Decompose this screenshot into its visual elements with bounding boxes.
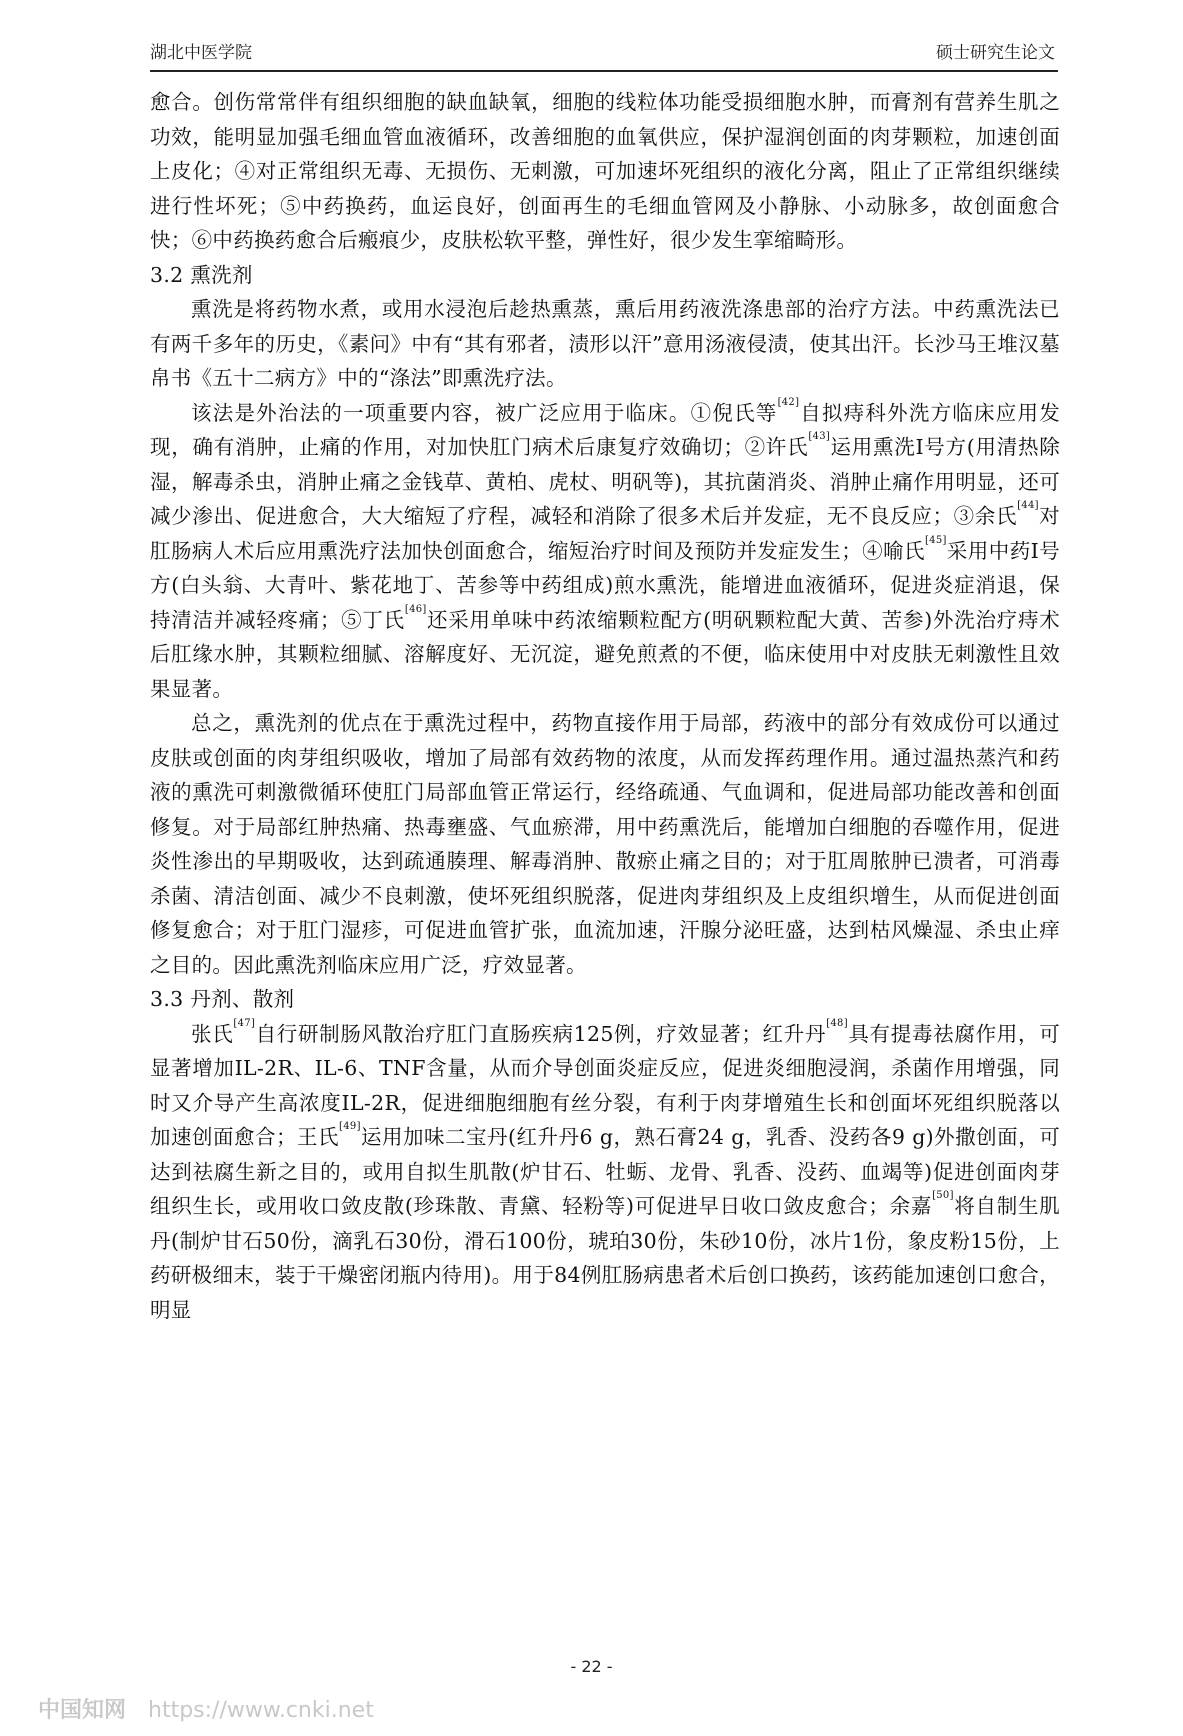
text-run: 还采用单味中药浓缩颗粒配方(明矾颗粒配大黄、苦参)外洗治疗痔术后肛缘水肿，其颗粒细腻、溶解度好、无沉淀，避免煎煮的不便，临床使用中对皮肤无刺激性且效果显著。: [150, 607, 1060, 701]
text-run: 运用加味二宝丹(红升丹6 g，熟石膏24 g，乳香、没药各9 g)外撒创面，可达到祛腐生新之目的，或用自拟生肌散(炉甘石、牡蛎、龙骨、乳香、没药、血竭等)促进创面肉芽组织生长，或用收口敛皮散(珍珠散、青黛、轻粉等)可促进早日收口敛皮愈合；余嘉: [150, 1125, 1060, 1218]
citation-47: [47]: [233, 1017, 256, 1029]
cnki-watermark: [38, 1693, 374, 1724]
citation-45: [45]: [924, 534, 947, 546]
citation-48: [48]: [826, 1017, 848, 1029]
header-thesis-type: 硕士研究生论文: [936, 43, 1055, 63]
citation-46: [46]: [404, 603, 427, 615]
paragraph-fumigation-intro: 熏洗是将药物水煮，或用水浸泡后趁热熏蒸，熏后用药液洗涤患部的治疗方法。中药熏洗法已有两千多年的历史，《素问》中有“其有邪者，渍形以汗”意用汤液侵渍，使其出汗。长沙马王堆汉墓帛书《五十二病方》中的“涤法”即熏洗疗法。: [150, 297, 1060, 390]
header-institution: 湖北中医学院: [150, 43, 252, 63]
header-rule: [150, 70, 1058, 72]
text-run: 具有提毒祛腐作用，可显著增加IL-2R、IL-6、TNF含量，从而介导创面炎症反应，促进炎细胞浸润，杀菌作用增强，同时又介导产生高浓度IL-2R，促进细胞细胞有丝分裂，有利于肉芽增殖生长和创面坏死组织脱落以加速创面愈合；王氏: [150, 1021, 1060, 1149]
watermark-url: https://www.cnki.net: [148, 1698, 374, 1723]
running-header: [150, 30, 1055, 66]
text-run: 该法是外治法的一项重要内容，被广泛应用于临床。①倪氏等: [191, 400, 778, 425]
page-body: [150, 85, 1060, 1327]
text-run: 张氏: [191, 1021, 234, 1046]
text-run: 运用熏洗I号方(用清热除湿，解毒杀虫，消肿止痛之金钱草、黄柏、虎杖、明矾等)，其抗菌消炎、消肿止痛作用明显，还可减少渗出、促进愈合，大大缩短了疗程，减轻和消除了很多术后并发症，无不良反应；③余氏: [150, 435, 1060, 528]
paragraph-powders: [150, 1017, 1060, 1328]
paragraph-fumigation-summary: 总之，熏洗剂的优点在于熏洗过程中，药物直接作用于局部，药液中的部分有效成份可以通过皮肤或创面的肉芽组织吸收，增加了局部有效药物的浓度，从而发挥药理作用。通过温热蒸汽和药液的熏洗可刺激微循环使肛门局部血管正常运行，经络疏通、气血调和，促进局部功能改善和创面修复。对于局部红肿热痛、热毒壅盛、气血瘀滞，用中药熏洗后，能增加白细胞的吞噬作用，促进炎性渗出的早期吸收，达到疏通腠理、解毒消肿、散瘀止痛之目的；对于肛周脓肿已溃者，可消毒杀菌、清洁创面、减少不良刺激，使坏死组织脱落，促进肉芽组织及上皮组织增生，从而促进创面修复愈合；对于肛门湿疹，可促进血管扩张，血流加速，汗腺分泌旺盛，达到枯风燥湿、杀虫止痒之目的。因此熏洗剂临床应用广泛，疗效显著。: [150, 711, 1060, 977]
citation-50: [50]: [932, 1190, 954, 1201]
citation-42: [42]: [777, 396, 800, 408]
section-heading-3-2: 3.2 熏洗剂: [150, 262, 253, 287]
text-run: 采用中药Ⅰ号方(白头翁、大青叶、紫花地丁、苦参等中药组成)煎水熏洗，能增进血液循环，促进炎症消退，保持清洁并减轻疼痛；⑤丁氏: [150, 538, 1060, 632]
text-run: 自行研制肠风散治疗肛门直肠疾病125例，疗效显著；红升丹: [255, 1021, 827, 1046]
page-number: - 22 -: [570, 1657, 613, 1676]
section-heading-3-3: 3.3 丹剂、散剂: [150, 987, 295, 1011]
citation-49: [49]: [339, 1121, 361, 1132]
text-run: 对肛肠病人术后应用熏洗疗法加快创面愈合，缩短治疗时间及预防并发症发生；④喻氏: [150, 504, 1060, 563]
citation-43: [43]: [808, 431, 831, 442]
paragraph-continued: 愈合。创伤常常伴有组织细胞的缺血缺氧，细胞的线粒体功能受损细胞水肿，而膏剂有营养生肌之功效，能明显加强毛细血管血液循环，改善细胞的血氧供应，保护湿润创面的肉芽颗粒，加速创面上皮化；④对正常组织无毒、无损伤、无刺激，可加速坏死组织的液化分离，阻止了正常组织继续进行性坏死；⑤中药换药，血运良好，创面再生的毛细血管网及小静脉、小动脉多，故创面愈合快；⑥中药换药愈合后瘢痕少，皮肤松软平整，弹性好，很少发生挛缩畸形。: [150, 90, 1060, 252]
paragraph-fumigation-studies: [150, 396, 1060, 707]
citation-44: [44]: [1017, 500, 1039, 511]
watermark-brand: 中国知网: [38, 1698, 127, 1723]
text-run: 自拟痔科外洗方临床应用发现，确有消肿，止痛的作用，对加快肛门病术后康复疗效确切；②许氏: [150, 400, 1060, 459]
text-run: 将自制生肌丹(制炉甘石50份，滴乳石30份，滑石100份，琥珀30份，朱砂10份，冰片1份，象皮粉15份，上药研极细末，装于干燥密闭瓶内待用)。用于84例肛肠病患者术后创口换药，该药能加速创口愈合，明显: [150, 1194, 1060, 1322]
